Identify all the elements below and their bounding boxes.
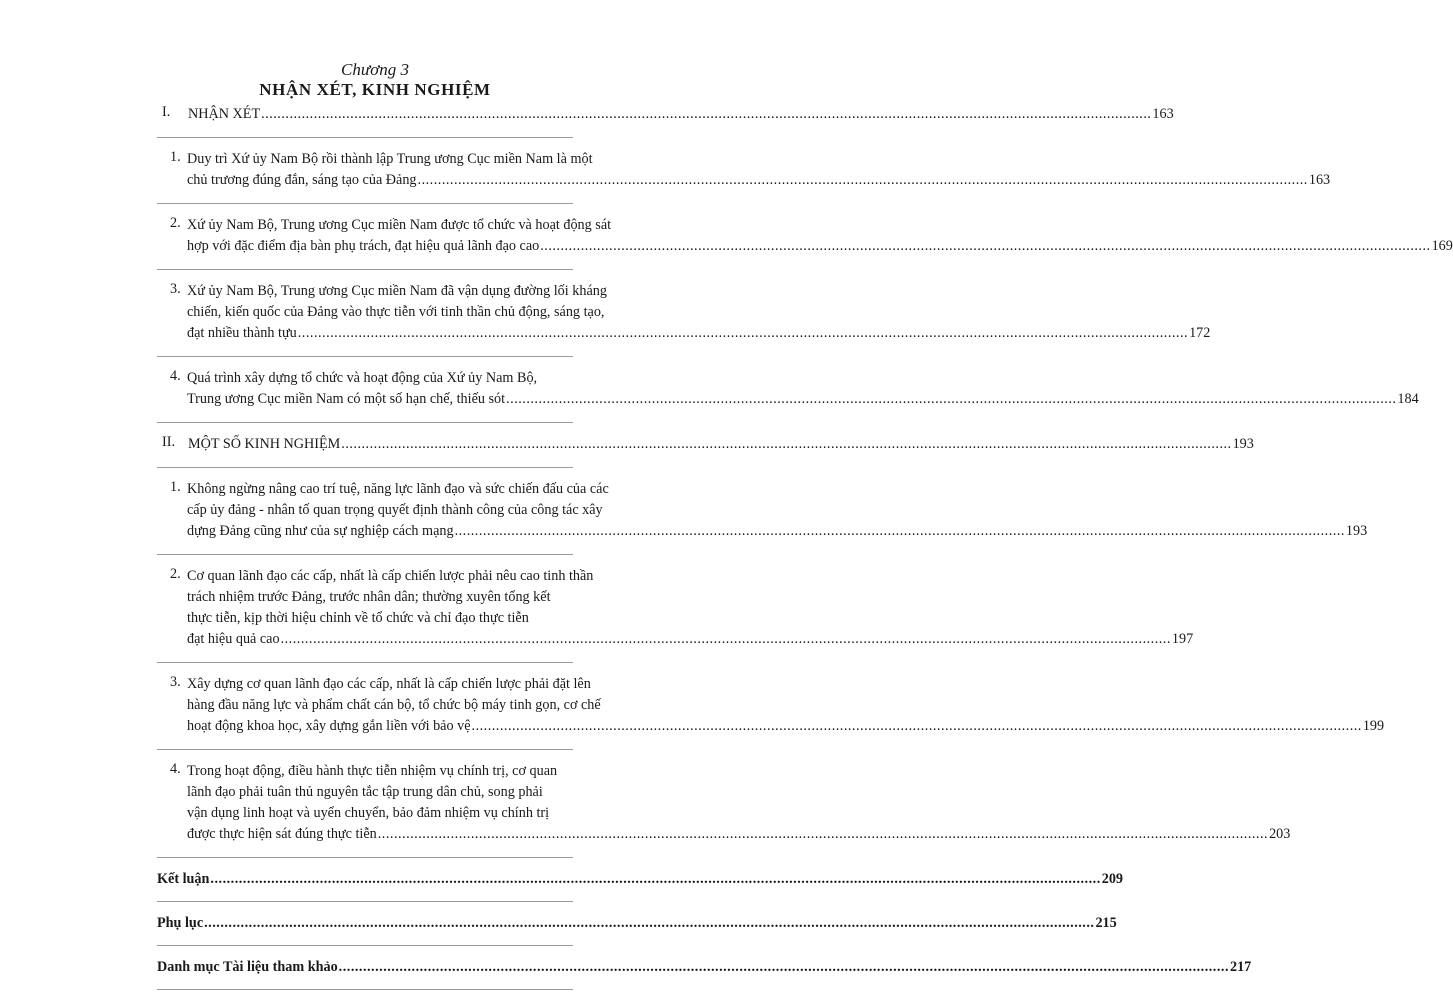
dot-leader: ............................................................................................................................................................................................................................ (297, 325, 1189, 341)
item-last-line (187, 323, 1211, 344)
dot-leader: ............................................................................................................................................................................................................................ (210, 871, 1101, 887)
endmatter-rule (157, 989, 573, 990)
item-last-line (187, 824, 1291, 845)
toc-item (157, 674, 1385, 737)
dot-leader: ............................................................................................................................................................................................................................ (540, 238, 1431, 254)
section-number: II. (162, 434, 175, 450)
entry-text: MỘT SỐ KINH NGHIỆM (188, 436, 341, 452)
dot-leader: ............................................................................................................................................................................................................................ (341, 436, 1232, 452)
item-rule (157, 662, 573, 663)
item-line: lãnh đạo phải tuân thủ nguyên tắc tập trung dân chủ, song phải (187, 784, 543, 800)
entry-text: Trung ương Cục miền Nam có một số hạn chế, thiếu sót (187, 391, 506, 407)
page-number: 184 (1397, 391, 1419, 407)
item-line: cấp ủy đảng - nhân tố quan trọng quyết định thành công của công tác xây (187, 502, 603, 518)
page-number: 169 (1431, 238, 1453, 254)
page-number: 163 (1308, 172, 1331, 188)
endmatter-entry (157, 869, 1124, 889)
item-rule (157, 356, 573, 357)
item-body (157, 761, 1291, 845)
entry-text: dựng Đảng cũng như của sự nghiệp cách mạng (187, 523, 454, 539)
toc-item (157, 566, 1194, 650)
item-number: 4. (170, 761, 181, 777)
page-number: 163 (1152, 106, 1174, 122)
item-line: Trong hoạt động, điều hành thực tiễn nhiệm vụ chính trị, cơ quan (187, 763, 558, 779)
section-title-line (157, 104, 1174, 125)
page-number: 217 (1229, 959, 1252, 975)
item-rule (157, 749, 573, 750)
item-last-line (187, 389, 1419, 410)
dot-leader: ............................................................................................................................................................................................................................ (280, 631, 1171, 647)
item-rule (157, 857, 573, 858)
chapter-title: NHẬN XÉT, KINH NGHIỆM (259, 80, 491, 99)
section-heading (157, 434, 1254, 455)
item-body (157, 479, 1368, 542)
endmatter-entry (157, 913, 1117, 933)
entry-text: chủ trương đúng đắn, sáng tạo của Đảng (187, 172, 417, 188)
dot-leader: ............................................................................................................................................................................................................................ (417, 172, 1308, 188)
item-body (157, 674, 1385, 737)
page-number: 193 (1232, 436, 1254, 452)
item-line: chiến, kiến quốc của Đảng vào thực tiễn với tinh thần chủ động, sáng tạo, (187, 304, 605, 320)
item-number: 4. (170, 368, 181, 384)
endmatter-line (157, 957, 1252, 977)
item-line: Xây dựng cơ quan lãnh đạo các cấp, nhất là cấp chiến lược phải đặt lên (187, 676, 591, 692)
chapter-label: Chương 3 (341, 60, 409, 79)
dot-leader: ............................................................................................................................................................................................................................ (338, 959, 1229, 975)
item-number: 2. (170, 566, 181, 582)
entry-text: đạt hiệu quả cao (187, 631, 280, 647)
item-rule (157, 203, 573, 204)
item-number: 2. (170, 215, 181, 231)
entry-text: được thực hiện sát đúng thực tiễn (187, 826, 377, 842)
entry-text: đạt nhiều thành tựu (187, 325, 297, 341)
item-rule (157, 422, 573, 423)
dot-leader: ............................................................................................................................................................................................................................ (506, 391, 1397, 407)
item-line: Cơ quan lãnh đạo các cấp, nhất là cấp chiến lược phải nêu cao tinh thần (187, 568, 594, 584)
item-number: 1. (170, 479, 181, 495)
item-last-line (187, 236, 1453, 257)
endmatter-rule (157, 901, 573, 902)
entry-text: Phụ lục (157, 915, 204, 931)
item-line: Quá trình xây dựng tổ chức và hoạt động của Xứ ủy Nam Bộ, (187, 370, 538, 386)
page-number: 199 (1362, 718, 1385, 734)
item-number: 3. (170, 674, 181, 690)
item-last-line (187, 170, 1331, 191)
item-last-line (187, 629, 1194, 650)
section-title (188, 434, 1254, 455)
item-body (157, 566, 1194, 650)
dot-leader: ............................................................................................................................................................................................................................ (471, 718, 1362, 734)
entry-text: Kết luận (157, 871, 210, 887)
page-number: 203 (1269, 826, 1291, 842)
item-line: Xứ ủy Nam Bộ, Trung ương Cục miền Nam được tổ chức và hoạt động sát (187, 217, 612, 233)
entry-text: Danh mục Tài liệu tham khảo (157, 959, 338, 975)
dot-leader: ............................................................................................................................................................................................................................ (261, 106, 1152, 122)
item-line: hàng đầu năng lực và phẩm chất cán bộ, tổ chức bộ máy tinh gọn, cơ chế (187, 697, 601, 713)
page-number: 197 (1171, 631, 1194, 647)
item-number: 1. (170, 149, 181, 165)
toc-item (157, 281, 1211, 344)
toc-item (157, 215, 1453, 257)
item-body (157, 281, 1211, 344)
page-number: 209 (1101, 871, 1124, 887)
toc-item (157, 761, 1291, 845)
endmatter-line (157, 913, 1117, 933)
item-last-line (187, 521, 1368, 542)
item-line: Không ngừng nâng cao trí tuệ, năng lực lãnh đạo và sức chiến đấu của các (187, 481, 609, 497)
section-title (188, 104, 1174, 125)
toc-item (157, 368, 1419, 410)
item-number: 3. (170, 281, 181, 297)
section-rule (157, 467, 573, 468)
dot-leader: ............................................................................................................................................................................................................................ (454, 523, 1345, 539)
table-of-contents (157, 104, 1453, 1001)
toc-item (157, 149, 1331, 191)
section-rule (157, 137, 573, 138)
dot-leader: ............................................................................................................................................................................................................................ (377, 826, 1269, 842)
endmatter-line (157, 869, 1124, 889)
toc-item (157, 479, 1368, 542)
page-number: 193 (1345, 523, 1368, 539)
section-title-line (157, 434, 1254, 455)
item-line: Xứ ủy Nam Bộ, Trung ương Cục miền Nam đã vận dụng đường lối kháng (187, 283, 607, 299)
item-body (157, 368, 1419, 410)
page-number: 172 (1189, 325, 1211, 341)
section-heading (157, 104, 1174, 125)
page-number: 215 (1095, 915, 1117, 931)
endmatter-entry (157, 957, 1252, 977)
item-line: thực tiễn, kịp thời hiệu chỉnh về tổ chức và chỉ đạo thực tiễn (187, 610, 529, 626)
item-rule (157, 554, 573, 555)
section-number: I. (162, 104, 171, 120)
item-body (157, 149, 1331, 191)
entry-text: hoạt động khoa học, xây dựng gắn liền với bảo vệ (187, 718, 471, 734)
item-rule (157, 269, 573, 270)
entry-text: hợp với đặc điểm địa bàn phụ trách, đạt hiệu quả lãnh đạo cao (187, 238, 540, 254)
entry-text: NHẬN XÉT (188, 106, 261, 122)
item-last-line (187, 716, 1385, 737)
endmatter-rule (157, 945, 573, 946)
item-line: trách nhiệm trước Đảng, trước nhân dân; thường xuyên tổng kết (187, 589, 551, 605)
item-line: Duy trì Xứ ủy Nam Bộ rồi thành lập Trung ương Cục miền Nam là một (187, 151, 593, 167)
item-line: vận dụng linh hoạt và uyển chuyển, bảo đảm nhiệm vụ chính trị (187, 805, 550, 821)
dot-leader: ............................................................................................................................................................................................................................ (204, 915, 1095, 931)
item-body (157, 215, 1453, 257)
